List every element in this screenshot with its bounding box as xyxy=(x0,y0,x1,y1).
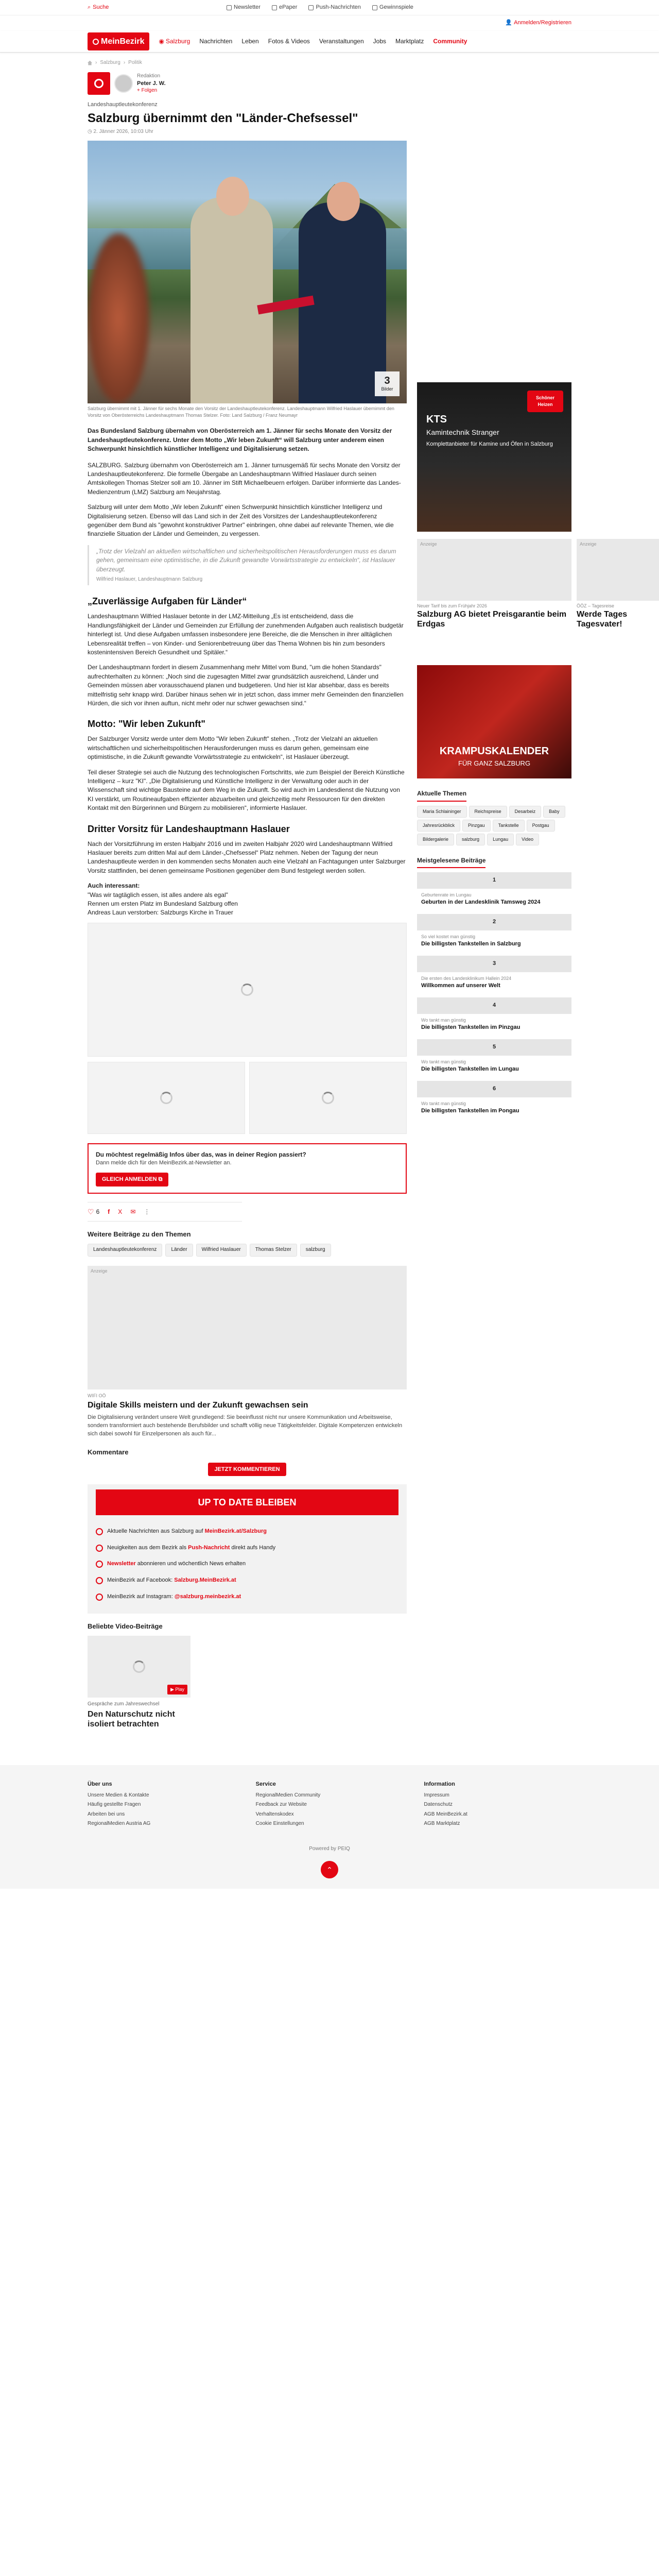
chevron-up-icon: ⌃ xyxy=(326,1866,333,1874)
page xyxy=(88,53,628,1744)
footer-link[interactable]: Feedback zur Website xyxy=(255,1802,307,1808)
ad-brand: KTS xyxy=(426,414,447,425)
footer-link[interactable]: Häufig gestellte Fragen xyxy=(88,1802,141,1808)
push-link[interactable] xyxy=(308,4,360,12)
epaper-label: ePaper xyxy=(279,4,298,10)
section-heading: Motto: "Wir leben Zukunft" xyxy=(88,719,205,730)
breadcrumb-politik[interactable]: Politik xyxy=(128,59,142,65)
quote xyxy=(88,545,407,586)
login-link[interactable]: Anmelden/Registrieren xyxy=(514,20,571,26)
popular-meta: So viel kostet man günstig xyxy=(421,934,476,940)
promo-title[interactable]: Salzburg AG bietet Preisgarantie beim Erdgas xyxy=(417,610,567,629)
rank-number: 3 xyxy=(417,956,571,972)
footer-link[interactable]: Verhaltenskodex xyxy=(255,1811,294,1817)
image-counter[interactable] xyxy=(375,371,400,396)
footer-link[interactable]: RegionalMedien Austria AG xyxy=(88,1821,151,1827)
nav-community[interactable]: Community xyxy=(433,37,467,45)
also-link[interactable]: Rennen um ersten Platz im Bundesland Salzburg offen xyxy=(88,900,238,908)
circle-icon xyxy=(96,1545,103,1552)
epaper-link[interactable] xyxy=(272,4,297,12)
gewinnspiele-label: Gewinnspiele xyxy=(379,4,413,10)
uptodate-list xyxy=(96,1523,398,1606)
footer-link[interactable]: Impressum xyxy=(424,1792,449,1798)
logo-text: MeinBezirk xyxy=(101,37,145,46)
theme-tag[interactable]: Desarbeiz xyxy=(509,806,542,818)
theme-tag[interactable]: Maria Schlaininger xyxy=(417,806,467,818)
image-caption xyxy=(88,405,407,418)
list-item[interactable] xyxy=(417,956,571,993)
theme-tag[interactable]: Reichspreise xyxy=(469,806,507,818)
footer-link[interactable]: Datenschutz xyxy=(424,1802,453,1808)
circle-icon xyxy=(96,1528,103,1535)
footer-col xyxy=(424,1781,571,1830)
powered-by: Powered by PEIQ xyxy=(309,1845,350,1852)
uptodate-box xyxy=(88,1484,407,1614)
also-link[interactable]: "Was wir tagtäglich essen, ist alles andere als egal" xyxy=(88,891,228,899)
footer-columns xyxy=(88,1781,571,1830)
circle-icon xyxy=(96,1577,103,1584)
popular-title-text[interactable]: Die billigsten Tankstellen im Pongau xyxy=(421,1107,519,1114)
gewinnspiele-link[interactable] xyxy=(372,4,413,12)
list-item[interactable] xyxy=(417,997,571,1035)
quote-source: Wilfried Haslauer, Landeshauptmann Salzburg xyxy=(96,576,203,582)
utility-links xyxy=(227,4,413,12)
author-box xyxy=(88,72,407,95)
pin-icon: ◉ xyxy=(159,37,164,45)
newsletter-question: Du möchtest regelmäßig Infos über das, was in deiner Region passiert? xyxy=(96,1150,306,1158)
theme-tag[interactable]: Baby xyxy=(543,806,565,818)
promo-meta: Neuer Tarif bis zum Frühjahr 2026 xyxy=(417,603,487,608)
breadcrumb: › Salzburg › Politik xyxy=(88,58,407,68)
caption-text: Salzburg übernimmt mit 1. Jänner für sechs Monate den Vorsitz der Landeshauptleutekonferenz. Landeshauptmann Wilfried Haslauer übernimmt den Vorsitz von Oberösterreichs Landeshauptmann Thomas Stelzer. xyxy=(88,406,394,418)
footer-col-title: Information xyxy=(424,1781,455,1787)
nav-veranstaltungen[interactable]: Veranstaltungen xyxy=(319,37,364,45)
video-card[interactable] xyxy=(88,1636,190,1729)
related-title[interactable]: Digitale Skills meistern und der Zukunft gewachsen sein xyxy=(88,1400,308,1410)
theme-tag[interactable]: Jahresrückblick xyxy=(417,820,460,832)
popular-title-text[interactable]: Die billigsten Tankstellen im Pinzgau xyxy=(421,1024,521,1031)
share-x-button[interactable] xyxy=(118,1208,122,1216)
list-item[interactable] xyxy=(417,1081,571,1118)
article-paragraph: Nach der Vorsitzführung im ersten Halbjahr 2016 und im zweiten Halbjahr 2020 wird Landeshauptmann Wilfried Haslauer bereits zum dritten Mal auf dem Länder-„Chefsessel“ Platz nehmen. Neben der Tagung der neun Landeshauptleute werden in den kommenden sechs Monaten auch eine Vielzahl an Fachtagungen unter Salzburger Vorsitz stattfinden, bei denen gemeinsame Positionen gegenüber dem Bund festgelegt werden sollen. xyxy=(88,840,406,874)
ad-title: KRAMPUSKALENDER xyxy=(439,745,549,757)
topic-tags xyxy=(88,1244,407,1257)
search-button[interactable] xyxy=(88,4,190,12)
ad-badge: Schöner Heizen xyxy=(527,391,563,412)
topic-tag[interactable]: Landeshauptleutekonferenz xyxy=(88,1244,162,1257)
popular-meta: Die ersten des Landesklinikum Hallein 2024 xyxy=(421,976,512,981)
related-meta: WIFI OÖ xyxy=(88,1393,106,1398)
newsletter-signup-button[interactable] xyxy=(96,1173,168,1187)
list-item[interactable]: MeinBezirk auf Facebook: Salzburg.MeinBezirk.at xyxy=(96,1572,398,1589)
footer xyxy=(0,1765,659,1889)
comments-title: Kommentare xyxy=(88,1448,129,1456)
also-interesting-list xyxy=(88,891,407,918)
footer-link[interactable]: Unsere Medien & Kontakte xyxy=(88,1792,149,1798)
social-bar xyxy=(88,1202,242,1222)
article-paragraph: Landeshauptmann Wilfried Haslauer betonte in der LMZ-Mitteilung „Es ist entscheidend, dass die Handlungsfähigkeit der Länder und Gemeinden zur Erfüllung der zunehmenden Aufgaben auch realistisch budgetär hinterlegt ist. Und diese Aufgaben umfassen insbesondere jene Bereiche, die die Menschen in ihrer alltäglichen Lebensrealität treffen – von Kinder- und Seniorenbetreuung über das Thema Wohnen bis hin zum besonders kostenintensiven Bereich Gesundheit und Spitäler.“ xyxy=(88,613,404,656)
theme-tag[interactable]: Video xyxy=(516,834,539,845)
also-interesting-title: Auch interessant: xyxy=(88,882,140,890)
like-button[interactable] xyxy=(88,1207,99,1217)
related-image[interactable] xyxy=(88,1266,407,1389)
related-article[interactable] xyxy=(88,1266,407,1438)
promo-image[interactable] xyxy=(417,539,571,601)
circle-icon xyxy=(96,1594,103,1601)
more-topics-title: Weitere Beiträge zu den Themen xyxy=(88,1230,191,1239)
video-pair xyxy=(88,1062,407,1134)
list-item[interactable] xyxy=(417,914,571,952)
paper-icon xyxy=(272,5,277,10)
footer-link[interactable]: Cookie Einstellungen xyxy=(255,1821,304,1827)
more-button[interactable] xyxy=(144,1208,150,1216)
footer-col xyxy=(88,1781,235,1830)
popular-meta: Wo tankt man günstig xyxy=(421,1059,466,1064)
popular-meta: Wo tankt man günstig xyxy=(421,1100,466,1106)
share-facebook-button[interactable] xyxy=(108,1208,110,1216)
external-icon: ⧉ xyxy=(158,1176,163,1183)
article-date xyxy=(88,128,407,136)
nav-fotos-videos[interactable]: Fotos & Videos xyxy=(268,37,310,45)
circle-icon xyxy=(96,1561,103,1568)
video-embed[interactable] xyxy=(249,1062,407,1134)
loading-spinner-icon xyxy=(160,1092,172,1104)
caption-credit: Foto: Land Salzburg / Franz Neumayr xyxy=(220,412,298,418)
article-title: Salzburg übernimmt den "Länder-Chefsessel" xyxy=(88,111,358,125)
list-item[interactable]: Aktuelle Nachrichten aus Salzburg auf MeinBezirk.at/Salzburg xyxy=(96,1523,398,1540)
nav-nachrichten[interactable]: Nachrichten xyxy=(199,37,233,45)
promo-row xyxy=(417,539,659,629)
comment-button[interactable]: JETZT KOMMENTIEREN xyxy=(208,1463,286,1476)
kts-ad[interactable] xyxy=(417,382,571,532)
mail-icon xyxy=(227,5,232,10)
newsletter-box xyxy=(88,1143,407,1194)
krampus-ad[interactable] xyxy=(417,665,571,778)
promo-image[interactable] xyxy=(577,539,659,601)
bell-icon xyxy=(308,5,314,10)
home-icon[interactable] xyxy=(88,61,92,65)
ad-subtitle: FÜR GANZ SALZBURG xyxy=(458,759,531,767)
promo-meta: ÖÖZ – Tagesreise xyxy=(577,603,614,608)
uptodate-banner: UP TO DATE BLEIBEN xyxy=(96,1489,398,1515)
topic-tag[interactable]: salzburg xyxy=(300,1244,331,1257)
list-item[interactable] xyxy=(417,872,571,910)
author-name[interactable]: Peter J. W. xyxy=(137,80,166,87)
article-paragraph: Salzburg will unter dem Motto „Wir leben Zukunft“ einen Schwerpunkt hinsichtlich künstlicher Intelligenz und Digitalisierung setzen. Ebenso will das Land sich in der Zeit des Vorsitzes der Landeshauptleutekonferenz gegenüber dem Bund als "gewohnt konstruktiver Partner" einbringen, ohne dabei auf relevante Themen, wie die finanzielle Situation der Länder und Gemeinden, zu vergessen. xyxy=(88,503,394,538)
footer-col-title: Über uns xyxy=(88,1781,112,1787)
newsletter-button-label: GLEICH ANMELDEN xyxy=(102,1176,157,1183)
footer-link[interactable]: AGB MeinBezirk.at xyxy=(424,1811,467,1817)
breadcrumb-salzburg[interactable]: Salzburg xyxy=(100,59,120,65)
follow-label: Folgen xyxy=(141,88,158,94)
nav-marktplatz[interactable]: Marktplatz xyxy=(395,37,424,45)
topic-tag[interactable]: Wilfried Haslauer xyxy=(196,1244,247,1257)
loading-spinner-icon xyxy=(322,1092,334,1104)
article-paragraph: Teil dieser Strategie sei auch die Nutzung des technologischen Fortschritts, wie zum Beispiel der Bereich Künstliche Intelligenz – kurz "KI". „Die Digitalisierung und Künstliche Intelligenz in der Verwaltung oder auch in der Wissenschaft sind wichtige Bausteine auf dem Weg in die Zukunft. So wird auch im Landesdienst die Nutzung von KI verstärkt, um Routineaufgaben effizienter abzuarbeiten und gleichzeitig mehr Ressourcen für den direkten Kontakt mit den Bürgerinnen und Bürgern zu mobilisieren“, informierte Haslauer. xyxy=(88,768,405,812)
newsletter-sub: Dann melde dich für den MeinBezirk.at-Newsletter an. xyxy=(96,1160,232,1166)
article-paragraph: Der Landeshauptmann fordert in diesem Zusammenhang mehr Mittel vom Bund, "um die hohen Standards" aufrechterhalten zu können: „Noch sind die zugesagten Mittel zwar grundsätzlich ausreichend, Länder und Gemeinden müssen aber vorausschauend planen und budgetieren. Und hier ist klar absehbar, dass es bereits mittelfristig sehr knapp wird. Darüber hinaus sehen wir in jetzt schon, dass immer mehr Gemeinden den finanziellen Hürden, die sich vor ihnen auftun, nicht mehr oder nur schwer gewachsen sind.“ xyxy=(88,664,404,707)
hero-image[interactable] xyxy=(88,141,407,403)
sidebar xyxy=(417,58,628,1744)
promo-card[interactable] xyxy=(417,539,571,629)
author-meta xyxy=(137,73,166,94)
login-row xyxy=(0,15,659,31)
theme-tag[interactable]: salzburg xyxy=(456,834,485,845)
loading-spinner-icon xyxy=(133,1660,145,1673)
video-embed[interactable] xyxy=(88,923,407,1057)
article-paragraph: SALZBURG. Salzburg übernahm von Oberösterreich am 1. Jänner turnusgemäß für sechs Monate den Vorsitz der Landeshauptleutekonferenz. Die formelle Übergabe an Landeshauptmann Wilfried Haslauer durch seinen Amtskollegen Thomas Stelzer soll am 10. Jänner im Stift Michaelbeuern erfolgen. Darüber informierte das Landes-Medienzentrum (LMZ) Salzburg am Neujahrstag. xyxy=(88,461,401,496)
theme-tag[interactable]: Tankstelle xyxy=(493,820,525,832)
author-role: Redaktion xyxy=(137,73,161,79)
popular-title-text[interactable]: Die billigsten Tankstellen im Lungau xyxy=(421,1066,519,1073)
video-tag: Gespräche zum Jahreswechsel xyxy=(88,1701,160,1707)
article-kicker: Landeshauptleutekonferenz xyxy=(88,101,158,108)
facebook-icon: f xyxy=(108,1208,110,1215)
list-item[interactable]: MeinBezirk auf Instagram: @salzburg.meinbezirk.at xyxy=(96,1589,398,1605)
ad-label: Anzeige xyxy=(580,541,597,547)
popular-title-text[interactable]: Die billigsten Tankstellen in Salzburg xyxy=(421,941,521,947)
nav-leben[interactable]: Leben xyxy=(241,37,259,45)
share-mail-button[interactable] xyxy=(130,1208,135,1216)
clock-icon: ◷ xyxy=(88,128,94,134)
nav-jobs[interactable]: Jobs xyxy=(373,37,387,45)
quote-text: „Trotz der Vielzahl an aktuellen wirtschaftlichen und sicherheitspolitischen Herausforderungen muss es darum gehen, gemeinsam eine optimistische, in die Zukunft gewandte Vorwärtsstrategie zu entwickeln“, ist Haslauer überzeugt. xyxy=(96,547,396,573)
more-icon: ⋮ xyxy=(144,1208,150,1215)
article-lead: Das Bundesland Salzburg übernahm von Oberösterreich am 1. Jänner für sechs Monate den Vorsitz der Landeshauptleutekonferenz. Unter dem Motto „Wir leben Zukunft“ will Salzburg unter anderem einen Schwerpunkt hinsichtlich künstlicher Intelligenz und Digitalisierung setzen. xyxy=(88,427,392,453)
publisher-logo[interactable] xyxy=(88,72,110,95)
also-link[interactable]: Andreas Laun verstorben: Salzburgs Kirche in Trauer xyxy=(88,909,233,917)
scroll-top-button[interactable] xyxy=(321,1861,338,1878)
topic-tag[interactable]: Länder xyxy=(165,1244,193,1257)
logo-icon xyxy=(93,39,99,45)
rank-number: 5 xyxy=(417,1039,571,1056)
footer-link[interactable]: RegionalMedien Community xyxy=(255,1792,321,1798)
search-icon: ⌕ xyxy=(88,4,91,10)
topic-tag[interactable]: Thomas Stelzer xyxy=(250,1244,297,1257)
follow-button[interactable]: + Folgen xyxy=(137,88,158,94)
rank-number: 4 xyxy=(417,997,571,1014)
search-label: Suche xyxy=(93,4,109,10)
promo-card[interactable] xyxy=(577,539,659,629)
video-title[interactable]: Den Naturschutz nicht isoliert betrachten xyxy=(88,1709,175,1728)
list-item[interactable]: Newsletter abonnieren und wöchentlich News erhalten xyxy=(96,1556,398,1572)
popular-title-text[interactable]: Geburten in der Landesklinik Tamsweg 2024 xyxy=(421,899,541,906)
video-embed[interactable] xyxy=(88,1062,245,1134)
newsletter-link[interactable] xyxy=(227,4,261,12)
popular-list xyxy=(417,872,571,1118)
ad-label: Anzeige xyxy=(91,1268,108,1274)
footer-col-title: Service xyxy=(255,1781,276,1787)
footer-link[interactable]: Arbeiten bei uns xyxy=(88,1811,125,1817)
theme-tag[interactable]: Pinzgau xyxy=(462,820,491,832)
newsletter-label: Newsletter xyxy=(234,4,261,10)
themes-tags xyxy=(417,806,571,845)
theme-tag[interactable]: Bildergalerie xyxy=(417,834,454,845)
popular-meta: Geburtenrate im Lungau xyxy=(421,892,472,898)
footer-col xyxy=(256,1781,404,1830)
list-item[interactable]: Neuigkeiten aus dem Bezirk als Push-Nachricht direkt aufs Handy xyxy=(96,1540,398,1556)
ad-brand2: Kamintechnik Stranger xyxy=(426,428,499,436)
promo-title[interactable]: Werde Tages Tagesvater! xyxy=(577,610,628,629)
user-icon: 👤 xyxy=(505,20,514,26)
list-item[interactable] xyxy=(417,1039,571,1077)
footer-link[interactable]: AGB Marktplatz xyxy=(424,1821,460,1827)
loading-spinner-icon xyxy=(241,984,253,996)
region-selector[interactable] xyxy=(159,37,190,46)
push-label: Push-Nachrichten xyxy=(316,4,361,10)
gift-icon xyxy=(372,5,377,10)
video-thumbnail[interactable] xyxy=(88,1636,190,1698)
x-icon: X xyxy=(118,1208,123,1215)
play-icon[interactable]: ▶ Play xyxy=(167,1685,187,1694)
popular-title: Meistgelesene Beiträge xyxy=(417,856,485,868)
theme-tag[interactable]: Lungau xyxy=(487,834,514,845)
image-counter-label: Bilder xyxy=(381,386,393,392)
avatar[interactable] xyxy=(114,74,133,93)
popular-title-text[interactable]: Willkommen auf unserer Welt xyxy=(421,982,500,989)
date-text: 2. Jänner 2026, 10:03 Uhr xyxy=(93,128,153,134)
mail-icon: ✉ xyxy=(130,1208,136,1215)
logo[interactable] xyxy=(88,32,149,50)
theme-tag[interactable]: Postgau xyxy=(527,820,555,832)
ad-label: Anzeige xyxy=(420,541,437,547)
utility-bar xyxy=(0,0,659,15)
related-text: Die Digitalisierung verändert unsere Welt grundlegend: Sie beeinflusst nicht nur unsere Kommunikation und Arbeitsweise, sondern transformiert auch bestehende Berufsbilder und schafft völlig neue Tätigkeitsfelder. Digitale Kompetenzen entwickeln sich dabei sowohl für Einzelpersonen als auch für... xyxy=(88,1414,403,1437)
main-nav xyxy=(0,31,659,53)
section-heading: Dritter Vorsitz für Landeshauptmann Haslauer xyxy=(88,823,290,834)
section-heading: „Zuverlässige Aufgaben für Länder“ xyxy=(88,596,247,607)
ad-tagline: Komplettanbieter für Kamine und Öfen in Salzburg xyxy=(426,441,553,448)
themes-title: Aktuelle Themen xyxy=(417,789,466,801)
rank-number: 2 xyxy=(417,914,571,930)
main-column xyxy=(88,58,407,1744)
popular-meta: Wo tankt man günstig xyxy=(421,1018,466,1023)
rank-number: 6 xyxy=(417,1081,571,1097)
rank-number: 1 xyxy=(417,872,571,889)
region-label: Salzburg xyxy=(165,37,190,45)
like-count: 6 xyxy=(96,1208,100,1215)
videos-title: Beliebte Video-Beiträge xyxy=(88,1622,163,1631)
image-counter-value: 3 xyxy=(384,375,390,386)
heart-icon: ♡ xyxy=(88,1208,94,1216)
article-paragraph: Der Salzburger Vorsitz werde unter dem Motto "Wir leben Zukunft" stehen. „Trotz der Vielzahl an aktuellen wirtschaftlichen und sicherheitspolitischen Herausforderungen muss es darum gehen, gemeinsam eine optimistische, in die Zukunft gewandte Vorwärtsstrategie zu entwickeln“, ist Haslauer überzeugt. xyxy=(88,735,378,761)
